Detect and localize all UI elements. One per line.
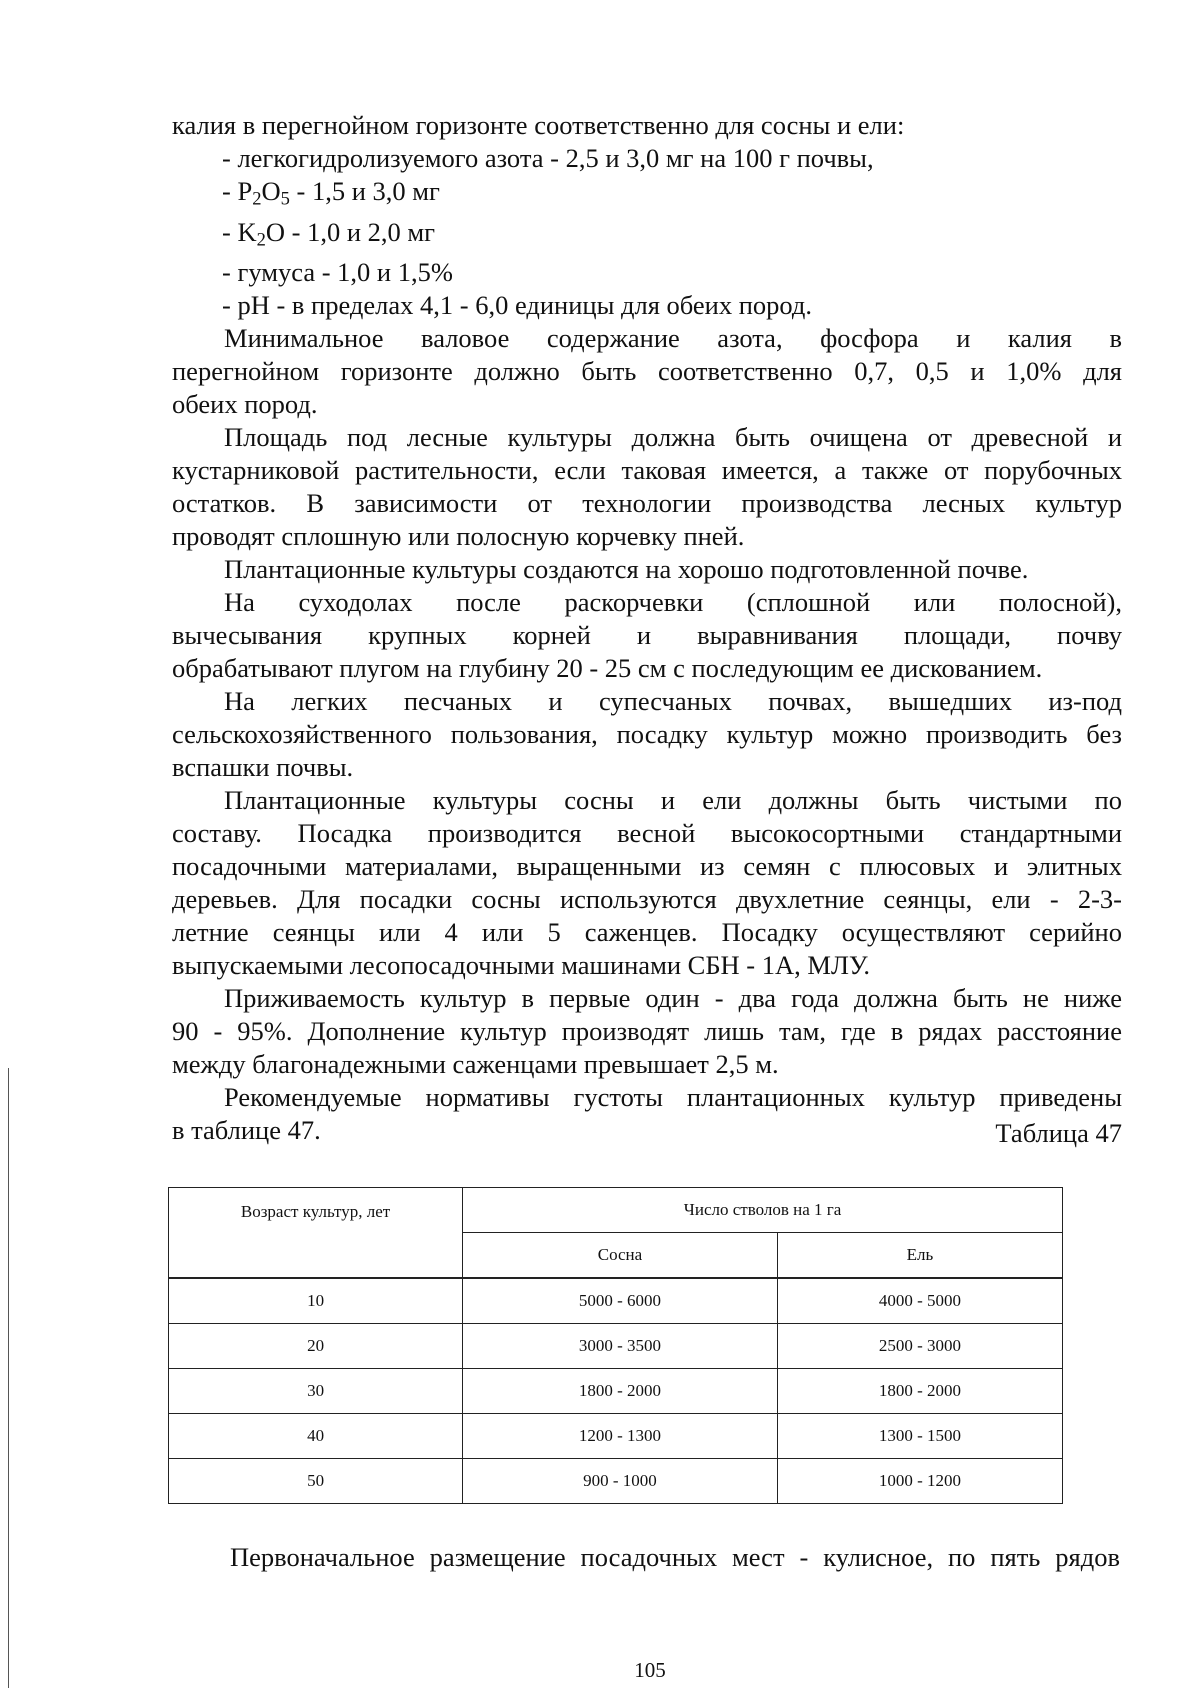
text-line: посадочными материалами, выращенными из семян с плюсовых и элитных — [172, 851, 1122, 882]
text-line: Плантационные культуры создаются на хорошо подготовленной почве. — [224, 554, 1029, 585]
text-line: 90 - 95%. Дополнение культур производят лишь там, где в рядах расстояние — [172, 1016, 1122, 1047]
text-line: На легких песчаных и супесчаных почвах, вышедших из-под — [224, 686, 1122, 717]
k2o-value: O - 1,0 и 2,0 мг — [265, 216, 436, 247]
cell-spruce: 4000 - 5000 — [777, 1278, 1062, 1324]
cell-spruce: 1000 - 1200 — [777, 1459, 1062, 1504]
cell-pine: 3000 - 3500 — [463, 1324, 778, 1369]
header-spruce: Ель — [777, 1233, 1062, 1279]
table-row — [169, 1414, 1063, 1459]
cell-pine: 1200 - 1300 — [463, 1414, 778, 1459]
scan-margin-line — [8, 1068, 9, 1688]
text-line: вспашки почвы. — [172, 752, 354, 783]
cell-age: 30 — [169, 1369, 463, 1414]
list-item-nitrogen: - легкогидролизуемого азота - 2,5 и 3,0 мг на 100 г почвы, — [222, 143, 874, 173]
text-line: составу. Посадка производится весной высокосортными стандартными — [172, 818, 1122, 849]
cell-age: 50 — [169, 1459, 463, 1504]
cell-age: 10 — [169, 1278, 463, 1324]
text-line: Рекомендуемые нормативы густоты плантационных культур приведены — [224, 1082, 1122, 1113]
list-item-ph: - pH - в пределах 4,1 - 6,0 единицы для обеих пород. — [222, 290, 813, 321]
text-line: кустарниковой растительности, если таковая имеется, а также от порубочных — [172, 455, 1122, 486]
text-line: калия в перегнойном горизонте соответственно для сосны и ели: — [172, 110, 905, 140]
text-line: обеих пород. — [172, 389, 318, 420]
continuation-text: Первоначальное размещение посадочных мест - кулисное, по пять рядов — [230, 1542, 1120, 1572]
page-number: 105 — [634, 1658, 666, 1682]
header-pine: Сосна — [463, 1233, 778, 1279]
table-row — [169, 1459, 1063, 1504]
text-line: выпускаемыми лесопосадочными машинами СБН - 1А, МЛУ. — [172, 950, 870, 981]
header-age: Возраст культур, лет — [169, 1188, 463, 1279]
cell-pine: 5000 - 6000 — [463, 1278, 778, 1324]
text-line: проводят сплошную или полосную корчевку пней. — [172, 521, 745, 552]
text-line: вычесывания крупных корней и выравнивания площади, почву — [172, 620, 1122, 651]
cell-age: 40 — [169, 1414, 463, 1459]
cell-age: 20 — [169, 1324, 463, 1369]
text-line: остатков. В зависимости от технологии производства лесных культур — [172, 488, 1122, 519]
text-line: Плантационные культуры сосны и ели должны быть чистыми по — [224, 785, 1122, 816]
text-line: сельскохозяйственного пользования, посадку культур можно производить без — [172, 719, 1122, 750]
list-item-humus: - гумуса - 1,0 и 1,5% — [222, 257, 453, 288]
p2o5-prefix: - P — [222, 176, 253, 206]
table-row — [169, 1278, 1063, 1324]
cell-spruce: 1300 - 1500 — [777, 1414, 1062, 1459]
text-line: Приживаемость культур в первые один - два года должна быть не ниже — [224, 983, 1122, 1014]
cell-spruce: 1800 - 2000 — [777, 1369, 1062, 1414]
text-line: в таблице 47. — [172, 1115, 321, 1146]
cell-pine: 1800 - 2000 — [463, 1369, 778, 1414]
text-line: перегнойном горизонте должно быть соответственно 0,7, 0,5 и 1,0% для — [172, 356, 1122, 387]
text-line: летние сеянцы или 4 или 5 саженцев. Посадку осуществляют серийно — [172, 917, 1122, 948]
text-line: обрабатывают плугом на глубину 20 - 25 см с последующим ее дискованием. — [172, 653, 1043, 684]
table-caption: Таблица 47 — [995, 1118, 1122, 1148]
p2o5-subscript-2: 2 — [252, 188, 262, 210]
text-line: деревьев. Для посадки сосны используются двухлетние сеянцы, ели - 2-3- — [172, 884, 1122, 915]
cell-pine: 900 - 1000 — [463, 1459, 778, 1504]
body-text — [172, 109, 1122, 1147]
cell-spruce: 2500 - 3000 — [777, 1324, 1062, 1369]
table-row — [169, 1324, 1063, 1369]
list-item-k2o — [172, 216, 1122, 257]
table-row — [169, 1369, 1063, 1414]
k2o-subscript: 2 — [256, 229, 266, 251]
p2o5-value: - 1,5 и 3,0 мг — [289, 176, 440, 206]
p2o5-oxygen: O — [261, 176, 281, 206]
p2o5-subscript-5: 5 — [280, 188, 290, 210]
text-line: На суходолах после раскорчевки (сплошной или полосной), — [224, 587, 1122, 618]
text-line: между благонадежными саженцами превышает 2,5 м. — [172, 1049, 779, 1080]
header-trunk-count: Число стволов на 1 га — [463, 1188, 1063, 1233]
text-line: Площадь под лесные культуры должна быть очищена от древесной и — [224, 422, 1122, 453]
k2o-prefix: - K — [222, 216, 257, 247]
text-line: Минимальное валовое содержание азота, фосфора и калия в — [224, 323, 1122, 354]
density-norms-table — [168, 1187, 1063, 1504]
list-item-p2o5 — [172, 175, 1122, 216]
